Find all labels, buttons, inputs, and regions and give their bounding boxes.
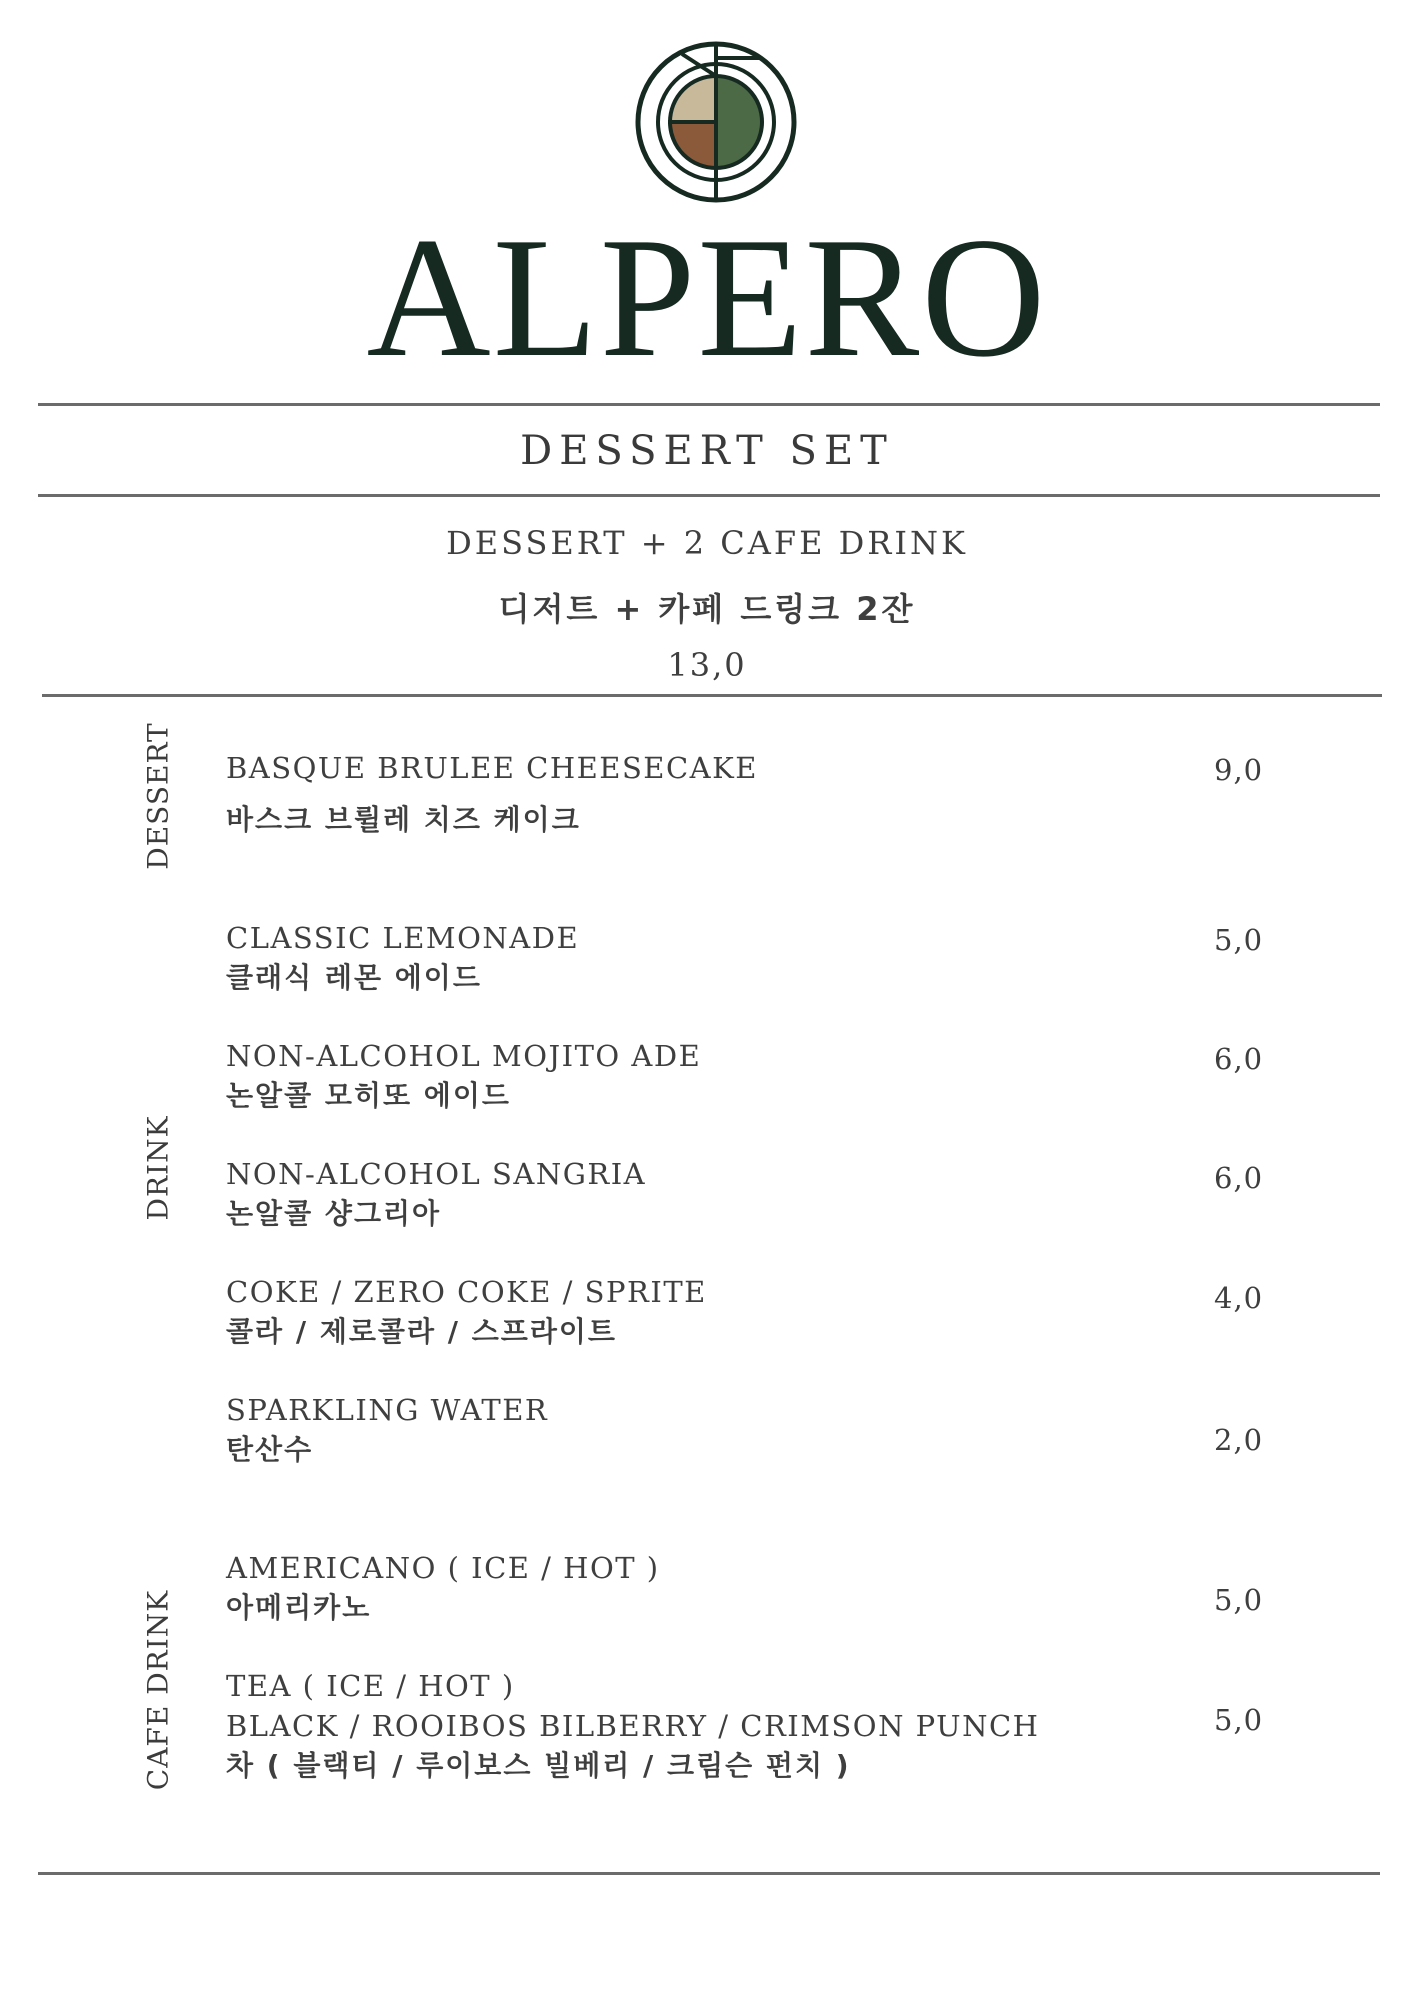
section-label-dessert: DESSERT	[141, 722, 175, 870]
section-label-drink: DRINK	[141, 1115, 175, 1221]
item-price: 5,0	[1214, 1703, 1264, 1737]
divider	[38, 403, 1380, 406]
item-name-ko: 클래식 레몬 에이드	[226, 961, 482, 994]
brand-logo	[632, 38, 800, 206]
item-name-ko: 차 ( 블랙티 / 루이보스 빌베리 / 크림슨 펀치 )	[226, 1749, 851, 1782]
divider	[38, 1872, 1380, 1875]
item-price: 6,0	[1214, 1161, 1264, 1195]
item-name-en: AMERICANO ( ICE / HOT )	[226, 1551, 660, 1585]
set-price: 13,0	[667, 646, 747, 684]
item-name-ko: 탄산수	[226, 1433, 314, 1466]
divider	[38, 494, 1380, 497]
item-price: 4,0	[1214, 1281, 1264, 1315]
item-price: 5,0	[1214, 1583, 1264, 1617]
brand-name: ALPERO	[366, 203, 1048, 393]
item-name-en: BASQUE BRULEE CHEESECAKE	[226, 751, 758, 785]
item-price: 2,0	[1214, 1423, 1264, 1457]
set-combo-ko: 디저트 + 카페 드링크 2잔	[498, 590, 916, 628]
set-combo-en: DESSERT + 2 CAFE DRINK	[446, 524, 968, 562]
item-name-ko: 바스크 브륄레 치즈 케이크	[226, 803, 581, 836]
item-name-en: NON-ALCOHOL SANGRIA	[226, 1157, 647, 1191]
set-title: DESSERT SET	[520, 428, 894, 474]
item-name-en: COKE / ZERO COKE / SPRITE	[226, 1275, 707, 1309]
divider	[42, 694, 1382, 697]
item-name-en: SPARKLING WATER	[226, 1393, 549, 1427]
item-price: 9,0	[1214, 753, 1264, 787]
item-price: 6,0	[1214, 1042, 1264, 1076]
item-name-en: CLASSIC LEMONADE	[226, 921, 580, 955]
item-name-ko: 논알콜 샹그리아	[226, 1197, 442, 1230]
item-name-en: TEA ( ICE / HOT )	[226, 1669, 515, 1703]
item-variants-en: BLACK / ROOIBOS BILBERRY / CRIMSON PUNCH	[226, 1709, 1040, 1743]
item-price: 5,0	[1214, 923, 1264, 957]
item-name-ko: 콜라 / 제로콜라 / 스프라이트	[226, 1315, 617, 1348]
item-name-en: NON-ALCOHOL MOJITO ADE	[226, 1039, 702, 1073]
item-name-ko: 논알콜 모히또 에이드	[226, 1079, 511, 1112]
item-name-ko: 아메리카노	[226, 1591, 372, 1624]
section-label-cafe-drink: CAFE DRINK	[141, 1589, 175, 1791]
